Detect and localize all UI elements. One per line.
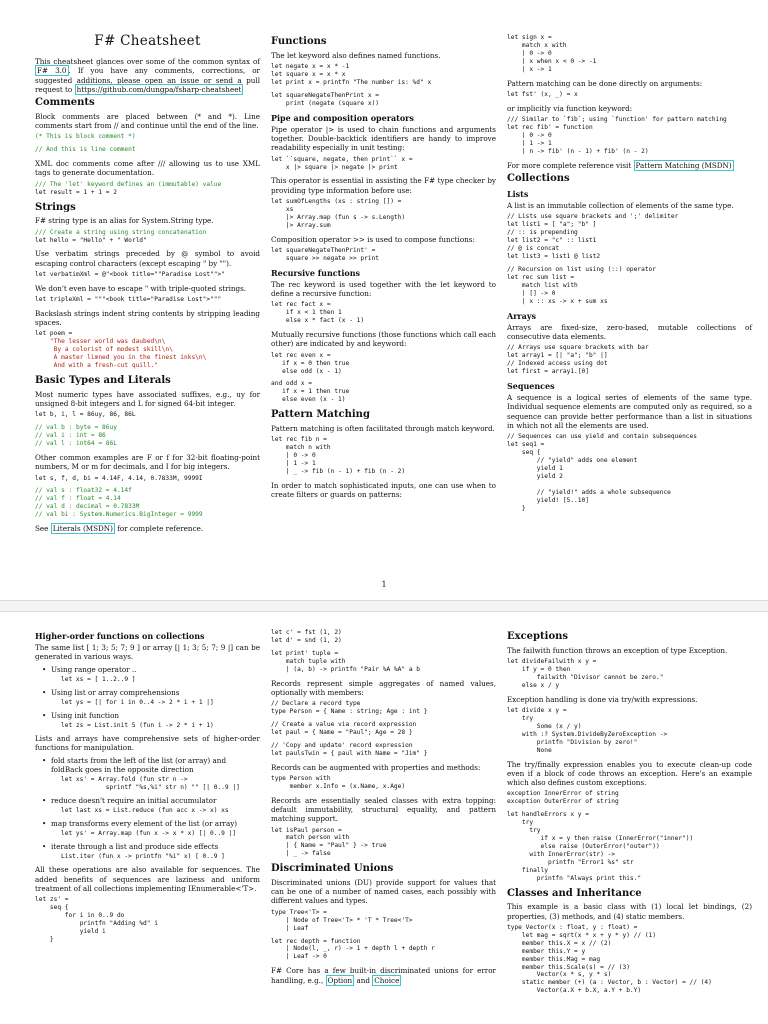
mutually-recursive-text: Mutually recursive functions (those functions which call each other) are indicated by and keyword:: [271, 330, 496, 349]
verbatim-text: Use verbatim strings preceded by @ symbol to avoid escaping control characters (except escaping " by "").: [35, 249, 260, 268]
sequences-code: // Sequences can use yield and contain subsequences let seq1 = seq { // "yield" adds one element yield 1 yield 2 // "yield!" adds a whole subsequence yield! [5..10] }: [507, 433, 697, 512]
collections-heading: Collections: [507, 172, 570, 184]
composition-text: Composition operator >> is used to compose functions:: [271, 234, 475, 244]
xml-doc-code: /// The 'let' keyword defines an (immutable) value let result = 1 + 1 = 2: [35, 180, 222, 196]
page2-column-2: [271, 628, 496, 988]
list-item: • map transforms every element of the list (or array) let ys' = Array.map (fun x -> x * x) [| 0..9 |]: [35, 819, 260, 838]
arrays-heading: Arrays: [507, 310, 536, 321]
fib-code: let rec fib n = match n with | 0 -> 0 | 1 -> 1 | _ -> fib (n - 1) + fib (n - 2): [271, 436, 406, 476]
list-item: • fold starts from the left of the list (or array) and foldBack goes in the opposite direction let xs' = Array.fold (fun str n -> sprintf "%s,%i" str n) "" [| 0..9 |]: [35, 756, 260, 792]
composition-code: let squareNegateThenPrint' = square >> negate >> print: [271, 246, 380, 262]
basic-types-code: let b, i, l = 86uy, 86, 86L: [35, 411, 136, 419]
sign-code: let sign x = match x with | 0 -> 0 | x when x < 0 -> -1 | x -> 1: [507, 34, 597, 73]
page-2: [0, 612, 768, 1024]
function-keyword-text: or implicitly via function keyword:: [507, 103, 633, 113]
records-text-2: Records can be augmented with properties and methods:: [271, 762, 481, 772]
lists-code: // Lists use square brackets and ';' delimiter let list1 = [ "a"; "b" ] // :: is prepending let list2 = "c" :: list1 // @ is concat let list3 = list1 @ list2: [507, 213, 679, 260]
exceptions-text-3: The try/finally expression enables you to execute clean-up code even if a block of code throws an exception. Here's an example which also defines custom exceptions.: [507, 759, 752, 788]
exceptions-text: The failwith function throws an exception of type Exception.: [507, 645, 728, 655]
record-type-code: // Declare a record type type Person = { Name : string; Age : int }: [271, 700, 428, 716]
list-recursion-code: // Recursion on list using (::) operator let rec sum list = match list with | [] -> 0 | x :: xs -> x + sum xs: [507, 265, 657, 305]
page2-column-1: [35, 628, 260, 949]
arrays-code: // Arrays use square brackets with bar let array1 = [| "a"; "b" |] // Indexed access using dot let first = array1.[0]: [507, 344, 649, 376]
functions-code: let negate x = x * -1 let square x = x * x let print x = printfn "The number is: %d" x: [271, 63, 432, 86]
functions-text: The let keyword also defines named functions.: [271, 50, 441, 60]
tuple-match-code: let print' tuple = match tuple with | (a, b) -> printfn "Pair %A %A" a b: [271, 649, 421, 673]
recursive-code: let rec fact x = if x < 1 then 1 else x * fact (x - 1): [271, 301, 365, 325]
classes-text: This example is a basic class with (1) local let bindings, (2) properties, (3) methods, and (4) static members.: [507, 902, 752, 921]
literals-msdn-link[interactable]: Literals (MSDN): [52, 524, 113, 534]
list-item: • reduce doesn't require an initial accumulator let last xs = List.reduce (fun acc x -> x) xs: [35, 796, 260, 815]
comments-code-block: (* This is block comment *): [35, 133, 136, 141]
du-text: Discriminated unions (DU) provide support for values that can be one of a number of named cases, each possibly with different values and types.: [271, 878, 496, 906]
record-copy-code: // 'Copy and update' record expression let paulsTwin = { paul with Name = "Jim" }: [271, 741, 428, 757]
failwith-code: let divideFailwith x y = if y = 0 then failwith "Divisor cannot be zero." else x / y: [507, 658, 664, 689]
comments-heading: Comments: [35, 97, 95, 109]
even-code: let rec even x = if x = 0 then true else odd (x - 1): [271, 351, 350, 375]
strings-heading: Strings: [35, 201, 76, 213]
float-types-comment-code: // val s : float32 = 4.14f // val f : float = 4.14 // val d : decimal = 0.7833M // val bi : System.Numerics.BigInteger = 9999: [35, 487, 203, 519]
basic-types-text: Most numeric types have associated suffixes, e.g., uy for unsigned 8-bit integers and L for signed 64-bit integer.: [35, 389, 260, 409]
records-text: Records represent simple aggregates of named values, optionally with members:: [271, 678, 496, 697]
functions-code-2: let squareNegateThenPrint x = print (negate (square x)): [271, 91, 380, 107]
guards-text: In order to match sophisticated inputs, one can use when to create filters or guards on patterns:: [271, 481, 496, 500]
recursive-text: The rec keyword is used together with the let keyword to define a recursive function:: [271, 279, 496, 299]
exceptions-heading: Exceptions: [507, 631, 569, 642]
pattern-matching-reference: For more complete reference visit Pattern Matching (MSDN): [507, 160, 732, 170]
page-number: 1: [381, 580, 387, 589]
page1-column-3: [507, 33, 752, 517]
try-with-code: let divide x y = try Some (x / y) with :? System.DivideByZeroException -> printfn "Division by zero!" None: [507, 706, 668, 754]
exception-decl-code: exception InnerError of string exception OuterError of string: [507, 790, 619, 806]
hof-heading: Higher-order functions on collections: [35, 631, 205, 641]
float-types-text: Other common examples are F or f for 32-bit floating-point numbers, M or m for decimals, and I for big integers.: [35, 453, 260, 472]
backslash-text: Backslash strings indent string contents by stripping leading spaces.: [35, 308, 260, 328]
basic-types-comment-code: // val b : byte = 86uy // val i : int = 86 // val l : int64 = 86L: [35, 424, 117, 448]
page1-column-1: [35, 33, 260, 536]
sequences-text: A sequence is a logical series of elements of the same type. Individual sequence elements are computed only as required, so a sequence can provide better performance than a list in situations in which not all the elements are used.: [507, 393, 752, 430]
page2-column-3: [507, 628, 752, 1000]
generation-list: [35, 665, 260, 730]
triple-quoted-code: let tripleXml = """<book title="Paradise Lost">""": [35, 296, 222, 304]
float-types-code: let s, f, d, bi = 4.14F, 4.14, 0.7833M, 9999I: [35, 474, 203, 482]
tuple-code: let c' = fst (1, 2) let d' = snd (1, 2): [271, 629, 342, 644]
list-item: • Using list or array comprehensions let ys = [| for i in 0..4 -> 2 * i + 1 |]: [35, 688, 260, 707]
page1-column-2: [271, 33, 496, 502]
literals-reference: See Literals (MSDN) for complete reference.: [35, 524, 204, 534]
comments-text: Block comments are placed between (* and *). Line comments start from // and continue until the end of the line.: [35, 111, 260, 131]
pipe-code: let ``square, negate, then print`` x = x |> square |> negate |> print: [271, 155, 413, 171]
xml-doc-text: XML doc comments come after /// allowing us to use XML tags to generate documentation.: [35, 159, 260, 178]
option-link[interactable]: Option: [327, 975, 353, 985]
records-text-3: Records are essentially sealed classes with extra topping: default immutability, structural equality, and pattern matching support.: [271, 795, 496, 824]
fsharp-version-link[interactable]: F# 3.0: [37, 66, 67, 76]
hof-text-2: Lists and arrays have comprehensive sets of higher-order functions for manipulation.: [35, 734, 260, 753]
github-url-link[interactable]: https://github.com/dungpa/fsharp-cheatsheet: [76, 84, 242, 94]
list-item: • iterate through a list and produce side effects List.iter (fun x -> printfn "%i" x) [ 0..9 ]: [35, 842, 260, 861]
comments-code-line: // And this is line comment: [35, 146, 136, 154]
arrays-text: Arrays are fixed-size, zero-based, mutable collections of consecutive data elements.: [507, 322, 752, 341]
fst-code: let fst' (x, _) = x: [507, 90, 578, 98]
record-match-code: let isPaul person = match person with | { Name = "Paul" } -> true | _ -> false: [271, 826, 387, 858]
pipe-text-2: This operator is essential in assisting the F# type checker by providing type information before use:: [271, 176, 496, 195]
fib-function-code: /// Similar to `fib`; using `function' for pattern matching let rec fib' = function | 0 -> 0 | 1 -> 1 | n -> fib' (n - 1) + fib' (n - 2): [507, 116, 727, 155]
hof-text: The same list [ 1; 3; 5; 7; 9 ] or array [| 1; 3; 5; 7; 9 |] can be generated in various ways.: [35, 643, 260, 662]
pipe-heading: Pipe and composition operators: [271, 112, 414, 123]
record-member-code: type Person with member x.Info = (x.Name, x.Age): [271, 774, 406, 790]
strings-text: F# string type is an alias for System.String type.: [35, 216, 214, 226]
try-finally-code: let handleErrors x y = try try if x = y then raise (InnerError("inner")) else raise (OuterError("outer")) with InnerError(str) -> printfn "Error1 %s" str finally printfn "Always print this.": [507, 811, 694, 882]
basic-types-heading: Basic Types and Literals: [35, 375, 171, 387]
du-depth-code: let rec depth = function | Node(l, _, r) -> 1 + depth l + depth r | Leaf -> 0: [271, 937, 435, 961]
verbatim-code: let verbatimXml = @"<book title=""Paradise Lost"">": [35, 270, 225, 278]
pipe-code-2: let sumOfLengths (xs : string []) = xs |> Array.map (fun s -> s.Length) |> Array.sum: [271, 197, 406, 229]
page-separator: [0, 600, 768, 612]
list-item: • Using init function let zs = List.init 5 (fun i -> 2 * i + 1): [35, 711, 260, 730]
vector-class-code: type Vector(x : float, y : float) = let mag = sqrt(x * x + y * y) // (1) member this.X = x // (2) member this.Y = y member this.Mag = mag member this.Scale(s) = // (3) Vector(x * s, y * s) static member (+) (a : Vector, b : Vector) = // (4) Vector(a.X + b.X, a.Y + b.Y): [507, 923, 712, 995]
document-title: F# Cheatsheet: [94, 33, 201, 49]
pattern-matching-text: Pattern matching is often facilitated through match keyword.: [271, 424, 495, 434]
du-text-2: F# Core has a few built-in discriminated unions for error handling, e.g., Option and Choice: [271, 966, 496, 985]
recursive-heading: Recursive functions: [271, 267, 361, 278]
hof-list: [35, 756, 260, 862]
triple-quoted-text: We don't even have to escape " with triple-quoted strings.: [35, 283, 247, 293]
sequences-heading: Sequences: [507, 380, 555, 391]
du-type-code: type Tree<'T> = | Node of Tree<'T> * 'T * Tree<'T> | Leaf: [271, 908, 413, 932]
strings-code-concat: /// Create a string using string concatenation let hello = "Hello" + " World": [35, 228, 207, 244]
pattern-matching-heading: Pattern Matching: [271, 409, 370, 421]
odd-code: and odd x = if x = 1 then true else even (x - 1): [271, 380, 350, 404]
record-value-code: // Create a value via record expression let paul = { Name = "Paul"; Age = 28 }: [271, 721, 417, 736]
seq-code: let zs' = seq { for i in 0..9 do printfn "Adding %d" i yield i }: [35, 896, 158, 943]
hof-text-3: All these operations are also available for sequences. The added benefits of sequences are laziness and uniform treatment of all collections implementing IEnumerable<'T>.: [35, 865, 260, 893]
list-item: • Using range operator .. let xs = [ 1..2..9 ]: [35, 665, 260, 684]
args-match-text: Pattern matching can be done directly on arguments:: [507, 78, 703, 88]
functions-heading: Functions: [271, 36, 327, 47]
intro-paragraph: This cheatsheet glances over some of the common syntax of F# 3.0 . If you have any comments, corrections, or suggested additions, please open an issue or send a pull request to https://github.com/dungpa/fsharp-cheatsheet: [35, 57, 260, 94]
classes-heading: Classes and Inheritance: [507, 887, 642, 899]
pipe-text: Pipe operator |> is used to chain functions and arguments together. Double-backtick identifiers are handy to improve readability especially in unit testing:: [271, 124, 496, 153]
lists-heading: Lists: [507, 188, 529, 199]
pattern-matching-msdn-link[interactable]: Pattern Matching (MSDN): [635, 160, 732, 170]
choice-link[interactable]: Choice: [374, 975, 400, 985]
poem-code: let poem = "The lesser world was daubed\n\ By a colorist of modest skill\n\ A master limned you in the finest inks\n\ And with a fresh-cut quill.": [35, 330, 207, 370]
exceptions-text-2: Exception handling is done via try/with expressions.: [507, 694, 698, 704]
lists-text: A list is an immutable collection of elements of the same type.: [507, 201, 734, 210]
du-heading: Discriminated Unions: [271, 863, 394, 875]
